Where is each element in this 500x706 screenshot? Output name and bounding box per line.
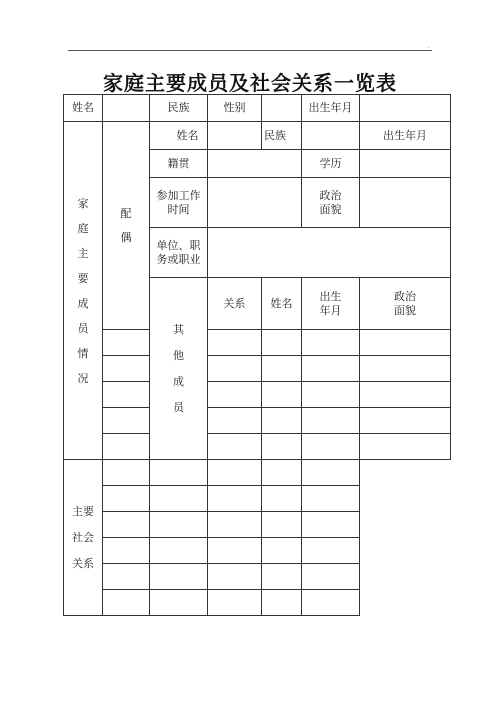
- entry-cell[interactable]: [262, 538, 302, 564]
- birth-field[interactable]: [360, 95, 451, 122]
- entry-cell[interactable]: [262, 434, 302, 460]
- spouse-ethnicity-label: 民族: [262, 122, 302, 150]
- others-text: 其他成员: [173, 322, 184, 414]
- spouse-unit-field[interactable]: [208, 228, 451, 278]
- entry-cell[interactable]: [360, 330, 451, 356]
- entry-cell[interactable]: [360, 408, 451, 434]
- others-entry-row: [64, 356, 451, 382]
- social-label: [64, 460, 103, 616]
- others-birth-header: [302, 278, 360, 330]
- page-title: 家庭主要成员及社会关系一览表: [103, 71, 397, 95]
- social-entry-row: [64, 512, 451, 538]
- social-entry-row: [64, 564, 451, 590]
- entry-cell[interactable]: [302, 512, 360, 538]
- spouse-politics-field[interactable]: [360, 178, 451, 228]
- entry-cell[interactable]: [302, 356, 360, 382]
- entry-cell[interactable]: [103, 538, 150, 564]
- name-field[interactable]: [103, 95, 150, 122]
- entry-cell[interactable]: [103, 590, 150, 616]
- entry-cell[interactable]: [262, 564, 302, 590]
- entry-cell[interactable]: [360, 356, 451, 382]
- spouse-text: 配偶: [120, 206, 132, 244]
- entry-cell[interactable]: [262, 408, 302, 434]
- spouse-politics-label: [302, 178, 360, 228]
- entry-cell[interactable]: [150, 538, 208, 564]
- entry-cell[interactable]: [208, 564, 262, 590]
- entry-cell[interactable]: [103, 356, 150, 382]
- entry-cell[interactable]: [208, 512, 262, 538]
- entry-cell[interactable]: [302, 382, 360, 408]
- spouse-origin-label: 籍贯: [150, 150, 208, 178]
- entry-cell[interactable]: [302, 564, 360, 590]
- name-label: 姓名: [64, 95, 103, 122]
- entry-cell[interactable]: [262, 590, 302, 616]
- others-birth-text: 出生年月: [319, 290, 342, 317]
- corner-dot: .: [428, 43, 430, 50]
- social-text: 主要社会关系: [72, 504, 94, 570]
- entry-cell[interactable]: [302, 590, 360, 616]
- others-label: [150, 278, 208, 460]
- birth-label: 出生年月: [302, 95, 360, 122]
- others-entry-row: [64, 408, 451, 434]
- applicant-row: [64, 95, 451, 122]
- entry-cell[interactable]: [103, 382, 150, 408]
- spouse-label: [103, 122, 150, 330]
- entry-cell[interactable]: [302, 434, 360, 460]
- social-entry-row: [64, 486, 451, 512]
- entry-cell[interactable]: [208, 486, 262, 512]
- spouse-origin-field[interactable]: [208, 150, 302, 178]
- family-members-text: 家庭主要成员情况: [77, 196, 89, 385]
- spouse-unit-label: [150, 228, 208, 278]
- entry-cell[interactable]: [208, 538, 262, 564]
- entry-cell[interactable]: [150, 486, 208, 512]
- others-relation-header: 关系: [208, 278, 262, 330]
- gender-field[interactable]: [262, 95, 302, 122]
- entry-cell[interactable]: [262, 356, 302, 382]
- others-name-header: 姓名: [262, 278, 302, 330]
- entry-cell[interactable]: [360, 434, 451, 460]
- others-politics-header: [360, 278, 451, 330]
- entry-cell[interactable]: [302, 460, 360, 486]
- entry-cell[interactable]: [208, 330, 262, 356]
- entry-cell[interactable]: [208, 590, 262, 616]
- spouse-name-row: [64, 122, 451, 150]
- family-members-form: [63, 94, 451, 616]
- family-members-label: [64, 122, 103, 460]
- entry-cell[interactable]: [360, 382, 451, 408]
- spouse-work-start-text: 参加工作时间: [156, 189, 201, 216]
- spouse-politics-text: 政治面貌: [319, 189, 342, 216]
- entry-cell[interactable]: [302, 538, 360, 564]
- entry-cell[interactable]: [262, 486, 302, 512]
- entry-cell[interactable]: [302, 486, 360, 512]
- spouse-education-label: 学历: [302, 150, 360, 178]
- spouse-birth-label: [360, 122, 451, 150]
- entry-cell[interactable]: [208, 434, 262, 460]
- entry-cell[interactable]: [302, 330, 360, 356]
- social-entry-row: [64, 538, 451, 564]
- gender-label: 性别: [208, 95, 262, 122]
- entry-cell[interactable]: [150, 590, 208, 616]
- entry-cell[interactable]: [103, 408, 150, 434]
- entry-cell[interactable]: [150, 564, 208, 590]
- header-rule: [68, 50, 432, 51]
- entry-cell[interactable]: [208, 382, 262, 408]
- entry-cell[interactable]: [103, 434, 150, 460]
- ethnicity-label: 民族: [150, 95, 208, 122]
- entry-cell[interactable]: [103, 564, 150, 590]
- entry-cell[interactable]: [208, 460, 262, 486]
- spouse-ethnicity-field[interactable]: [302, 122, 360, 150]
- entry-cell[interactable]: [262, 382, 302, 408]
- spouse-name-label: 姓名: [150, 122, 208, 150]
- entry-cell[interactable]: [208, 356, 262, 382]
- spouse-name-field[interactable]: [208, 122, 262, 150]
- spouse-work-start-field[interactable]: [208, 178, 302, 228]
- others-entry-row: [64, 382, 451, 408]
- spouse-birth-text: 出生年月: [383, 128, 427, 142]
- entry-cell[interactable]: [262, 460, 302, 486]
- spouse-work-start-label: [150, 178, 208, 228]
- spouse-unit-text: 单位、职务或职业: [156, 239, 201, 266]
- others-entry-row: [64, 330, 451, 356]
- social-entry-row: [64, 590, 451, 616]
- entry-cell[interactable]: [262, 330, 302, 356]
- entry-cell[interactable]: [262, 512, 302, 538]
- others-entry-row: [64, 434, 451, 460]
- entry-cell[interactable]: [103, 486, 150, 512]
- social-entry-row: [64, 460, 451, 486]
- spouse-education-field[interactable]: [360, 150, 451, 178]
- entry-cell[interactable]: [208, 408, 262, 434]
- entry-cell[interactable]: [103, 330, 150, 356]
- entry-cell[interactable]: [103, 460, 150, 486]
- entry-cell[interactable]: [150, 460, 208, 486]
- entry-cell[interactable]: [150, 512, 208, 538]
- others-politics-text: 政治面貌: [394, 290, 416, 317]
- entry-cell[interactable]: [302, 408, 360, 434]
- entry-cell[interactable]: [103, 512, 150, 538]
